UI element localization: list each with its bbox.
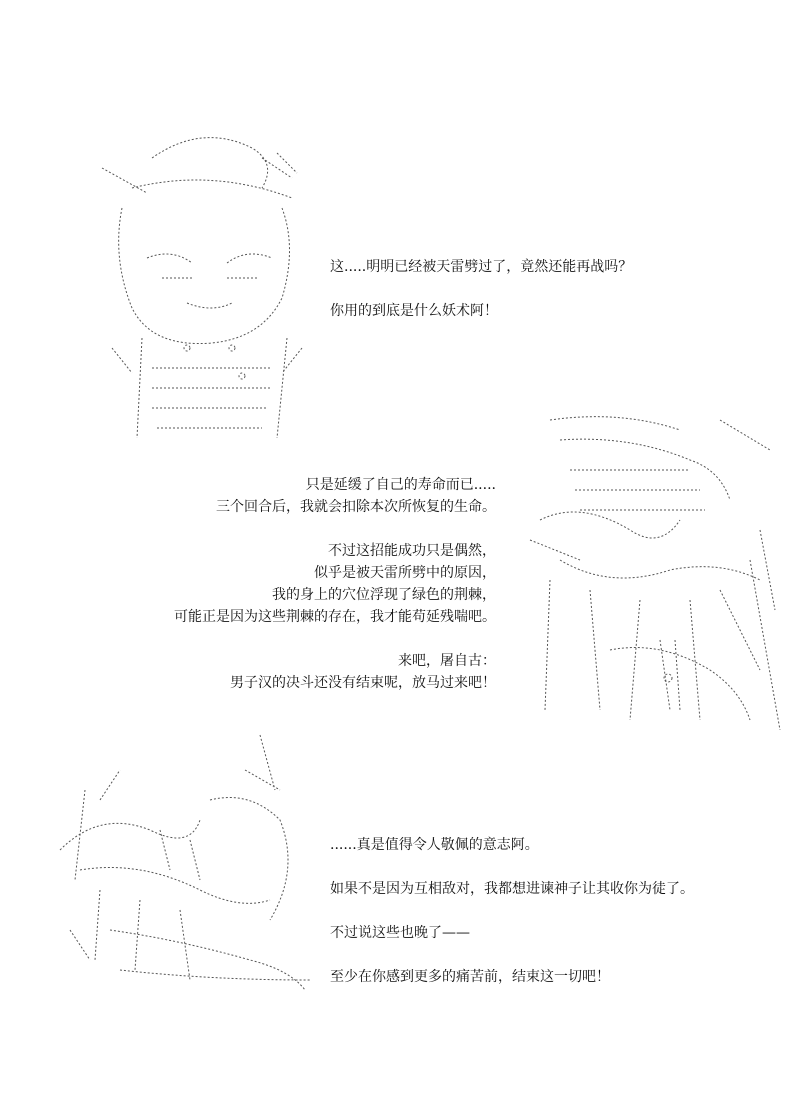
dialogue-line: 不过这招能成功只是偶然， — [328, 543, 496, 559]
dialogue-line: 三个回合后，我就会扣除本次所恢复的生命。 — [216, 499, 496, 515]
dialogue-line: 不过说这些也晚了—— — [330, 925, 470, 941]
dialogue-line: 来吧，屠自古： — [398, 653, 496, 669]
dialogue-line: 男子汉的决斗还没有结束呢，放马过来吧！ — [230, 675, 496, 691]
dialogue-line: 似乎是被天雷所劈中的原因， — [314, 565, 496, 581]
dialogue-line: 至少在你感到更多的痛苦前，结束这一切吧！ — [330, 969, 610, 985]
dialogue-line: 我的身上的穴位浮现了绿色的荆棘， — [272, 587, 496, 603]
dialogue-line: 如果不是因为互相敌对，我都想进谏神子让其收你为徒了。 — [330, 881, 694, 897]
panel-3-dialogue — [330, 834, 694, 988]
dialogue-line: 可能正是因为这些荆棘的存在，我才能苟延残喘吧。 — [174, 609, 496, 625]
dialogue-line: 只是延缓了自己的寿命而已..... — [305, 477, 496, 493]
panel-1-dialogue — [330, 256, 632, 322]
ascii-art-character-2 — [520, 410, 790, 730]
ascii-art-character-3 — [40, 730, 320, 1010]
dialogue-line: 这.....明明已经被天雷劈过了，竟然还能再战吗？ — [330, 259, 633, 275]
panel-2-dialogue — [174, 474, 496, 694]
dialogue-line: ......真是值得令人敬佩的意志阿。 — [330, 837, 539, 853]
dialogue-line: 你用的到底是什么妖术阿！ — [330, 303, 498, 319]
ascii-art-character-1 — [92, 118, 332, 448]
